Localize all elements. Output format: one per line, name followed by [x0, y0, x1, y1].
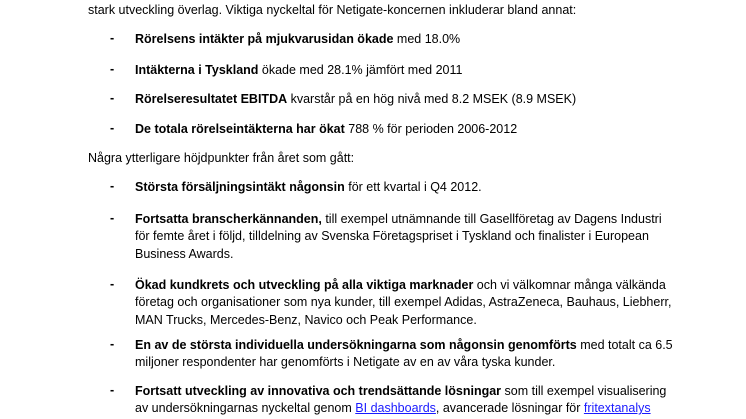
highlight-text: Rörelseresultatet EBITDA	[135, 92, 288, 106]
body-text: med 18.0%	[393, 32, 461, 46]
body-text: , avancerade lösningar för	[435, 401, 584, 416]
highlight-text: Rörelsens intäkter på mjukvarusidan ökade	[135, 32, 394, 46]
bullet-dash: -	[110, 337, 115, 351]
bullet-dash: -	[110, 383, 115, 397]
bullet-dash: -	[110, 91, 115, 105]
intro-paragraph: stark utveckling överlag. Viktiga nyckeltal för Netigate-koncernen inkluderar bland annat:	[88, 3, 577, 17]
highlight-text: Intäkterna i Tyskland	[135, 63, 259, 77]
body-text: och vi välkomnar många välkända företag och organisationer som nya kunder, till exempel Adidas, AstraZeneca, Bauhaus, Liebherr, MAN Trucks, Mercedes-Benz, Navico och Peak Performance.	[135, 278, 672, 327]
bullet-dash: -	[110, 62, 115, 76]
bullet-dash: -	[110, 277, 115, 291]
bullet-dash: -	[110, 121, 115, 135]
fritextanalys-link[interactable]: fritextanalys	[583, 401, 651, 416]
body-text: 788 % för perioden 2006-2012	[344, 122, 518, 136]
highlight-text: Fortsatt utveckling av innovativa och trendsättande lösningar	[135, 384, 502, 398]
section-paragraph: Några ytterligare höjdpunkter från året som gått:	[88, 151, 355, 165]
highlight-text: De totala rörelseintäkterna har ökat	[135, 122, 345, 136]
bi-dashboards-link[interactable]: BI dashboards	[355, 401, 436, 416]
highlight-text: Fortsatta branscherkännanden,	[135, 212, 322, 226]
body-text: för ett kvartal i Q4 2012.	[344, 180, 482, 194]
body-text: med totalt ca 6.5 miljoner respondenter har genomförts i Netigate av en av våra tyska kunder.	[135, 338, 673, 370]
highlight-text: Ökad kundkrets och utveckling på alla viktiga marknader	[135, 278, 474, 292]
highlight-text: En av de största individuella undersökningarna som någonsin genomförts	[135, 338, 577, 352]
body-text: ökade med 28.1% jämfört med 2011	[258, 63, 463, 77]
highlight-text: Största försäljningsintäkt någonsin	[135, 180, 345, 194]
bullet-dash: -	[110, 31, 115, 45]
body-text: som till exempel visualisering av undersökningarnas nyckeltal genom	[135, 384, 667, 416]
bullet-dash: -	[110, 211, 115, 225]
body-text: kvarstår på en hög nivå med 8.2 MSEK (8.9 MSEK)	[287, 92, 577, 106]
bullet-dash: -	[110, 179, 115, 193]
body-text: till exempel utnämnande till Gasellföretag av Dagens Industri för femte året i följd, tilldelning av Svenska Företagspriset i Tyskland och finalister i European Business Awards.	[135, 212, 662, 261]
